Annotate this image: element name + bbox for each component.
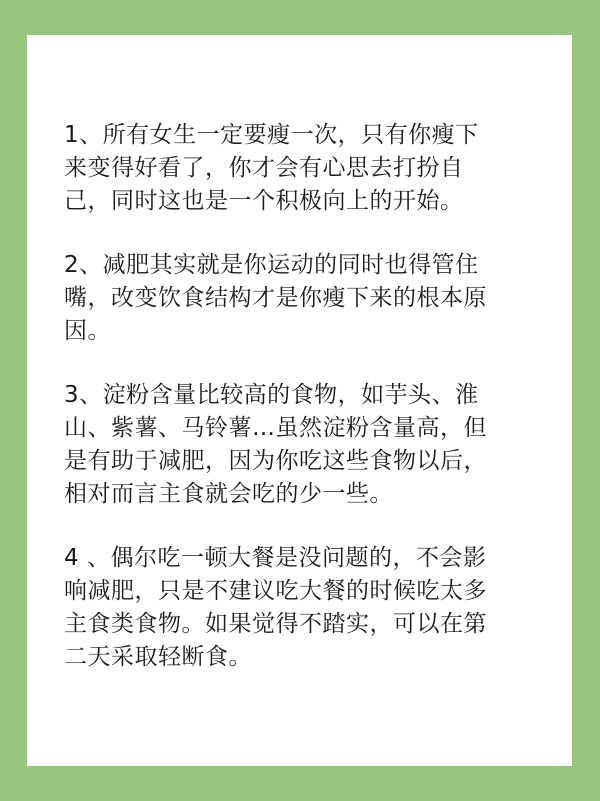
paragraph-3 — [64, 379, 540, 511]
paragraph-line: 嘴，改变饮食结构才是你瘦下来的根本原 — [64, 285, 487, 311]
paragraph-line: 响减肥，只是不建议吃大餐的时候吃太多 — [64, 578, 487, 604]
content-card — [27, 35, 572, 766]
paragraph-line: 二天采取轻断食。 — [64, 644, 252, 670]
paragraph-line: 山、紫薯、马铃薯…虽然淀粉含量高，但 — [64, 415, 487, 441]
paragraph-1 — [64, 119, 540, 218]
paragraph-line: 因。 — [64, 318, 111, 344]
paragraph-line: 是有助于减肥，因为你吃这些食物以后， — [64, 448, 487, 474]
paragraph-line: 己，同时这也是一个积极向上的开始。 — [64, 188, 464, 214]
paragraph-line: 主食类食物。如果觉得不踏实，可以在第 — [64, 611, 487, 637]
paragraph-line: 4 、偶尔吃一顿大餐是没问题的，不会影 — [64, 545, 487, 571]
paragraph-4 — [64, 542, 540, 674]
paragraph-line: 相对而言主食就会吃的少一些。 — [64, 481, 393, 507]
article-body — [64, 119, 540, 705]
paragraph-line: 3、淀粉含量比较高的食物，如芋头、淮 — [64, 382, 479, 408]
paragraph-line: 2、减肥其实就是你运动的同时也得管住 — [64, 252, 479, 278]
paragraph-2 — [64, 249, 540, 348]
paragraph-line: 1、所有女生一定要瘦一次，只有你瘦下 — [64, 122, 479, 148]
paragraph-line: 来变得好看了，你才会有心思去打扮自 — [64, 155, 464, 181]
